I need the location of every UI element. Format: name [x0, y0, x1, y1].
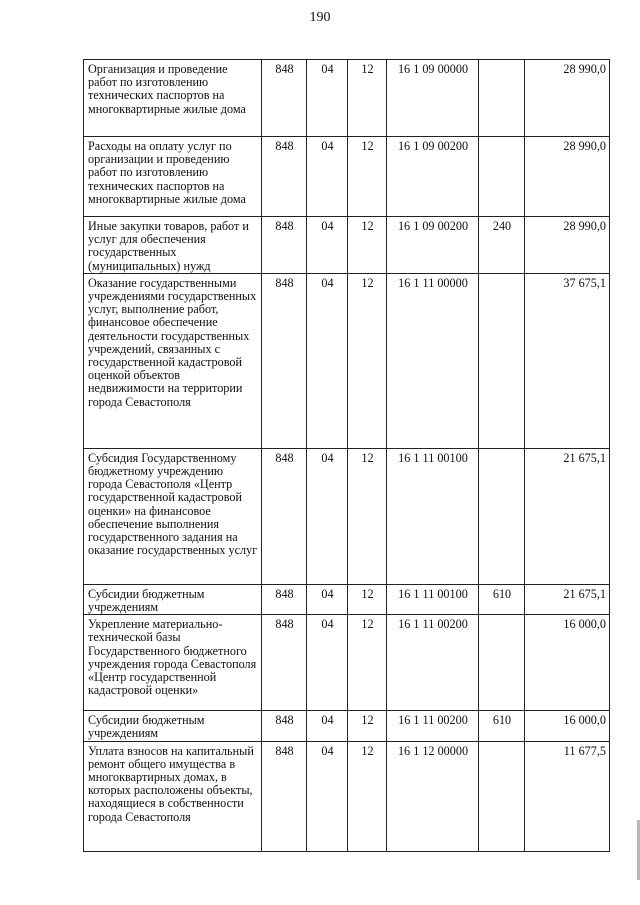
row-expense-type: 610	[479, 584, 525, 614]
row-subsection-code: 12	[348, 273, 387, 448]
row-name: Уплата взносов на капитальный ремонт общего имущества в многоквартирных домах, в которых расположены объекты, находящиеся в собственности города Севастополя	[84, 741, 262, 851]
row-sum: 16 000,0	[525, 615, 610, 711]
row-target-article: 16 1 11 00200	[387, 711, 479, 741]
row-sum: 21 675,1	[525, 448, 610, 584]
page-number: 190	[309, 10, 331, 25]
table-row	[84, 584, 610, 614]
row-target-article: 16 1 11 00100	[387, 448, 479, 584]
table-row	[84, 60, 610, 137]
table-row	[84, 448, 610, 584]
row-target-article: 16 1 09 00000	[387, 60, 479, 137]
row-subsection-code: 12	[348, 60, 387, 137]
row-section-code: 04	[307, 615, 348, 711]
row-section-code: 04	[307, 60, 348, 137]
row-subsection-code: 12	[348, 711, 387, 741]
row-name: Оказание государственными учреждениями государственных услуг, выполнение работ, финансовое обеспечение деятельности государственных учреждений, связанных с государственной кадастровой оценкой объектов недвижимости на территории города Севастополя	[84, 273, 262, 448]
row-name: Иные закупки товаров, работ и услуг для обеспечения государственных (муниципальных) нужд	[84, 217, 262, 274]
row-subsection-code: 12	[348, 137, 387, 217]
row-sum: 37 675,1	[525, 273, 610, 448]
row-subsection-code: 12	[348, 217, 387, 274]
table-row	[84, 273, 610, 448]
row-section-code: 04	[307, 741, 348, 851]
row-expense-type	[479, 741, 525, 851]
row-ministry-code: 848	[262, 584, 307, 614]
row-expense-type	[479, 448, 525, 584]
row-section-code: 04	[307, 137, 348, 217]
row-expense-type: 240	[479, 217, 525, 274]
row-target-article: 16 1 12 00000	[387, 741, 479, 851]
row-ministry-code: 848	[262, 137, 307, 217]
row-expense-type	[479, 137, 525, 217]
row-expense-type	[479, 273, 525, 448]
row-expense-type: 610	[479, 711, 525, 741]
row-section-code: 04	[307, 448, 348, 584]
row-sum: 11 677,5	[525, 741, 610, 851]
row-section-code: 04	[307, 584, 348, 614]
row-name: Субсидии бюджетным учреждениям	[84, 584, 262, 614]
row-expense-type	[479, 615, 525, 711]
row-ministry-code: 848	[262, 60, 307, 137]
row-subsection-code: 12	[348, 584, 387, 614]
row-subsection-code: 12	[348, 448, 387, 584]
row-sum: 16 000,0	[525, 711, 610, 741]
row-target-article: 16 1 11 00200	[387, 615, 479, 711]
row-ministry-code: 848	[262, 448, 307, 584]
row-expense-type	[479, 60, 525, 137]
row-sum: 21 675,1	[525, 584, 610, 614]
budget-table	[83, 59, 610, 852]
row-sum: 28 990,0	[525, 60, 610, 137]
row-section-code: 04	[307, 273, 348, 448]
table-row	[84, 741, 610, 851]
row-target-article: 16 1 09 00200	[387, 137, 479, 217]
row-ministry-code: 848	[262, 711, 307, 741]
table-row	[84, 711, 610, 741]
table-row	[84, 615, 610, 711]
row-sum: 28 990,0	[525, 137, 610, 217]
row-ministry-code: 848	[262, 273, 307, 448]
row-subsection-code: 12	[348, 615, 387, 711]
row-sum: 28 990,0	[525, 217, 610, 274]
row-ministry-code: 848	[262, 217, 307, 274]
row-target-article: 16 1 09 00200	[387, 217, 479, 274]
row-name: Организация и проведение работ по изготовлению технических паспортов на многоквартирные жилые дома	[84, 60, 262, 137]
row-section-code: 04	[307, 217, 348, 274]
table-row	[84, 217, 610, 274]
row-name: Расходы на оплату услуг по организации и проведению работ по изготовлению технических паспортов на многоквартирные жилые дома	[84, 137, 262, 217]
row-target-article: 16 1 11 00000	[387, 273, 479, 448]
row-name: Укрепление материально-технической базы Государственного бюджетного учреждения города Севастополя «Центр государственной кадастровой оценки»	[84, 615, 262, 711]
row-target-article: 16 1 11 00100	[387, 584, 479, 614]
row-section-code: 04	[307, 711, 348, 741]
row-ministry-code: 848	[262, 741, 307, 851]
row-subsection-code: 12	[348, 741, 387, 851]
table-row	[84, 137, 610, 217]
row-name: Субсидии бюджетным учреждениям	[84, 711, 262, 741]
row-name: Субсидия Государственному бюджетному учреждению города Севастополя «Центр государственной кадастровой оценки» на финансовое обеспечение выполнения государственного задания на оказание государственных услуг	[84, 448, 262, 584]
row-ministry-code: 848	[262, 615, 307, 711]
